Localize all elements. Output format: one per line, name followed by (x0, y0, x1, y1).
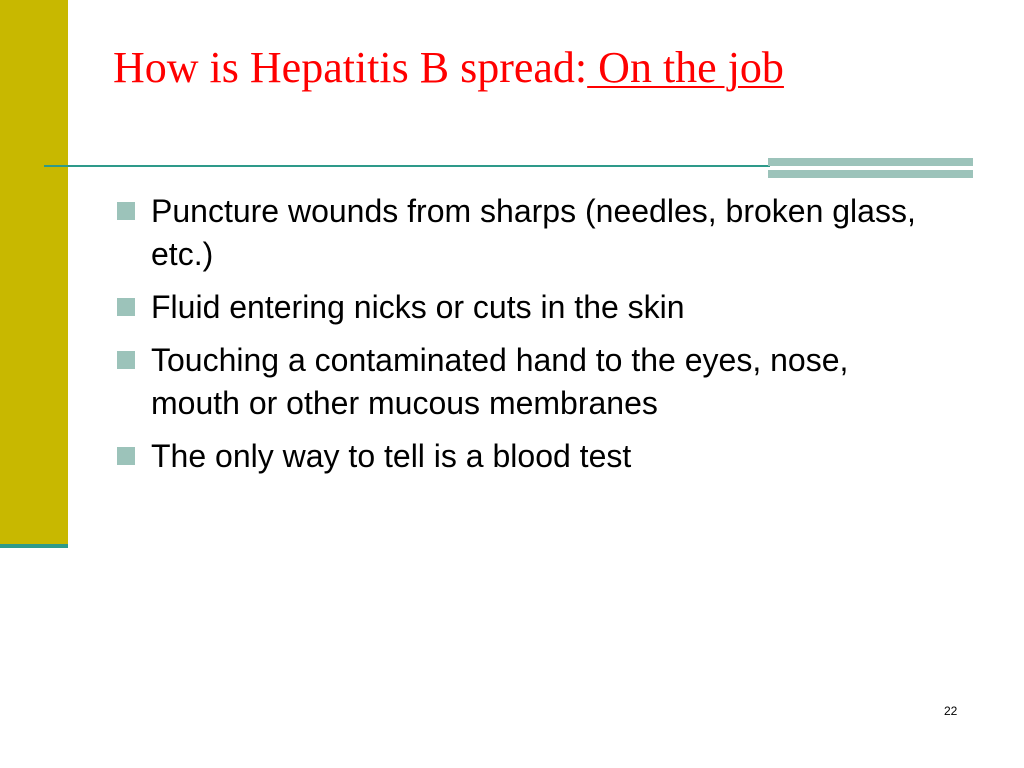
bullet-item (116, 286, 936, 329)
side-accent-bar-base (0, 544, 68, 548)
square-bullet-icon (117, 202, 135, 220)
bullet-item (116, 190, 936, 276)
bullet-text: The only way to tell is a blood test (151, 438, 632, 474)
square-bullet-icon (117, 298, 135, 316)
bullet-list (116, 190, 936, 488)
divider-accent-bottom (768, 170, 973, 178)
bullet-text: Touching a contaminated hand to the eyes, nose, mouth or other mucous membranes (151, 342, 849, 421)
bullet-text: Fluid entering nicks or cuts in the skin (151, 289, 685, 325)
side-accent-bar (0, 0, 68, 544)
bullet-item (116, 339, 936, 425)
title-main: How is Hepatitis B spread: (113, 43, 588, 92)
title-emphasis: On the job (587, 43, 784, 92)
page-number: 22 (944, 704, 958, 718)
square-bullet-icon (117, 447, 135, 465)
bullet-text: Puncture wounds from sharps (needles, broken glass, etc.) (151, 193, 916, 272)
divider-accent-top (768, 158, 973, 166)
bullet-item (116, 435, 936, 478)
slide-title (113, 40, 784, 96)
title-divider-line (44, 165, 770, 167)
square-bullet-icon (117, 351, 135, 369)
